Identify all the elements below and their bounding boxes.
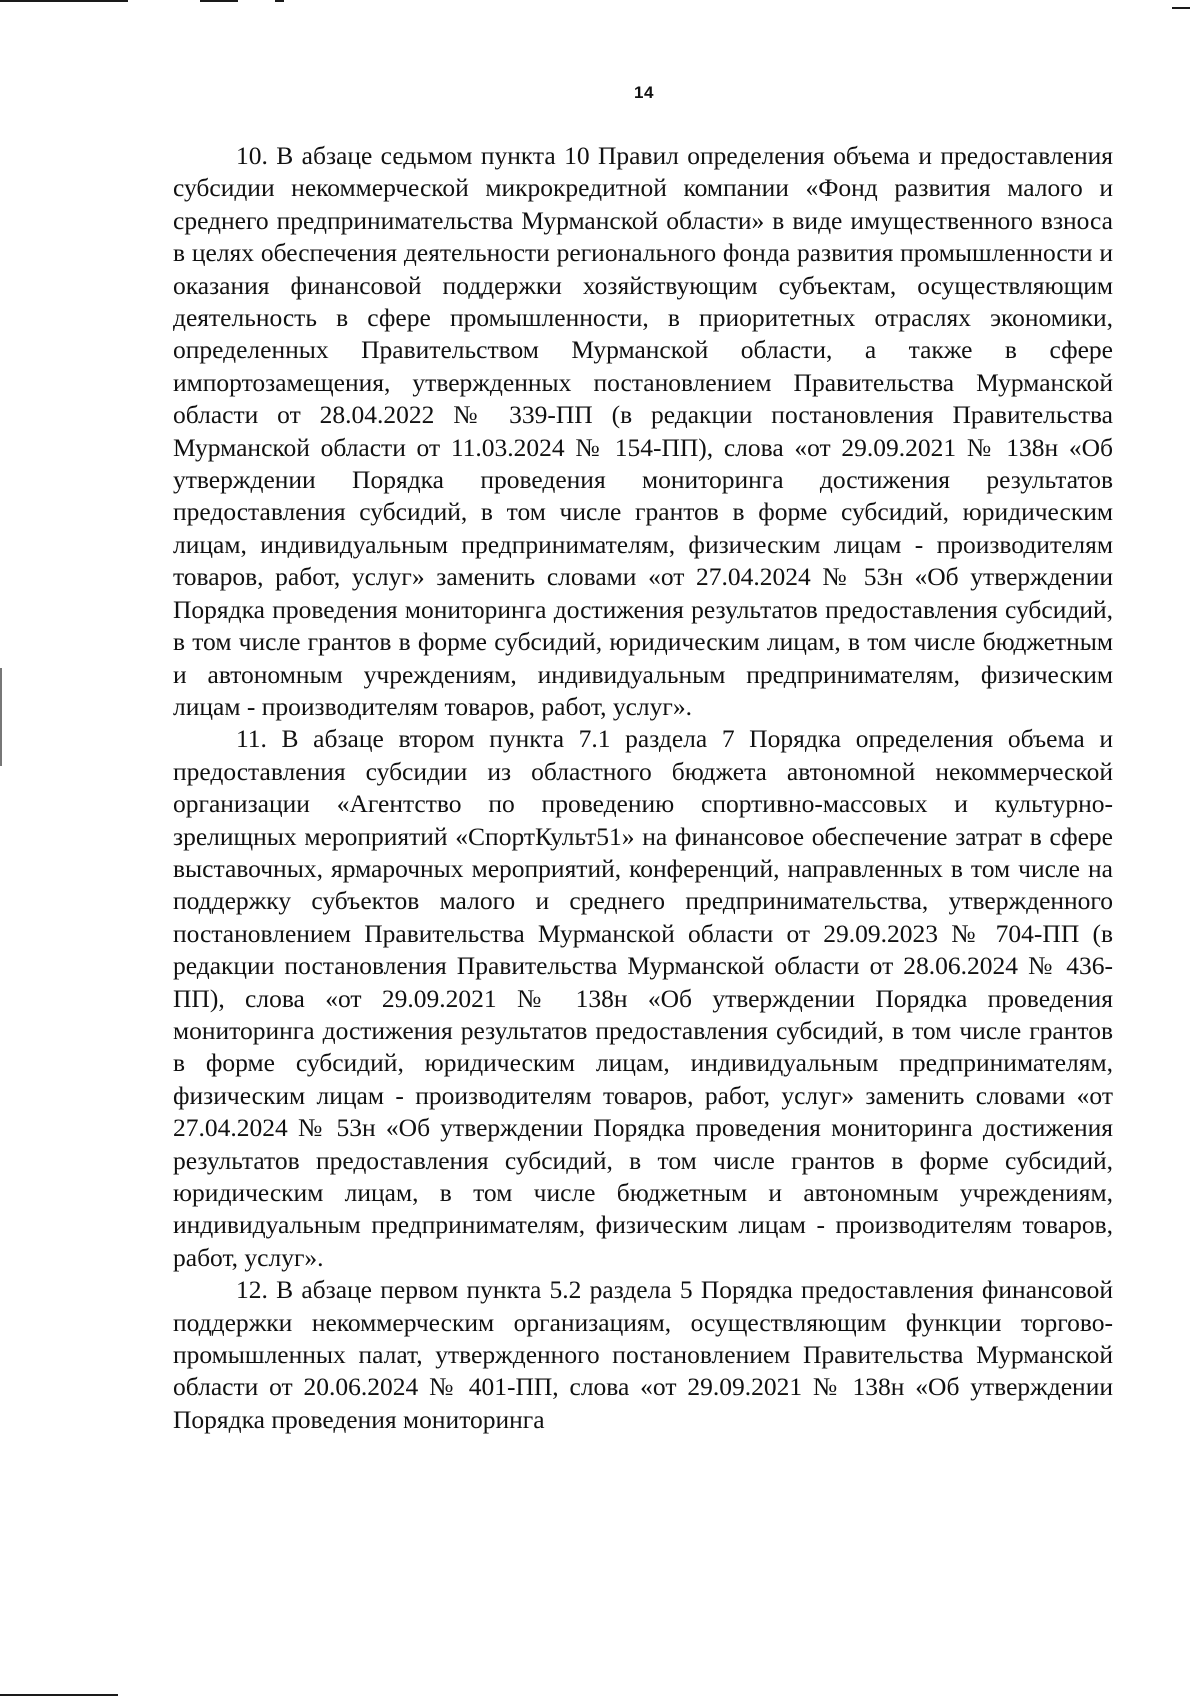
scan-mark-top-right [1172,7,1190,9]
paragraph-10: 10. В абзаце седьмом пункта 10 Правил определения объема и предоставления субсидии некоммерческой микрокредитной компании «Фонд развития малого и среднего предпринимательства Мурманской области» в виде имущественного взноса в целях обеспечения деятельности регионального фонда развития промышленности и оказания финансовой поддержки хозяйствующим субъектам, осуществляющим деятельность в сфере промышленности, в приоритетных отраслях экономики, определенных Правительством Мурманской области, а также в сфере импортозамещения, утвержденных постановлением Правительства Мурманской области от 28.04.2022 № 339-ПП (в редакции постановления Правительства Мурманской области от 11.03.2024 № 154-ПП), слова «от 29.09.2021 № 138н «Об утверждении Порядка проведения мониторинга достижения результатов предоставления субсидий, в том числе грантов в форме субсидий, юридическим лицам, индивидуальным предпринимателям, физическим лицам - производителям товаров, работ, услуг» заменить словами «от 27.04.2024 № 53н «Об утверждении Порядка проведения мониторинга достижения результатов предоставления субсидий, в том числе грантов в форме субсидий, юридическим лицам, в том числе бюджетным и автономным учреждениям, индивидуальным предпринимателям, физическим лицам - производителям товаров, работ, услуг». [173,141,1113,721]
paragraph-12: 12. В абзаце первом пункта 5.2 раздела 5 Порядка предоставления финансовой поддержки некоммерческим организациям, осуществляющим функции торгово-промышленных палат, утвержденного постановлением Правительства Мурманской области от 20.06.2024 № 401-ПП, слова «от 29.09.2021 № 138н «Об утверждении Порядка проведения мониторинга [173,1275,1113,1434]
scan-mark-top-left [0,0,128,2]
scan-mark-top-small [275,0,284,2]
scan-mark-left-edge [0,668,2,766]
scan-mark-top-middle [200,0,238,2]
document-body [173,140,1113,1436]
paragraph-11: 11. В абзаце втором пункта 7.1 раздела 7 Порядка определения объема и предоставления субсидии из областного бюджета автономной некоммерческой организации «Агентство по проведению спортивно-массовых и культурно-зрелищных мероприятий «СпортКульт51» на финансовое обеспечение затрат в сфере выставочных, ярмарочных мероприятий, конференций, направленных в том числе на поддержку субъектов малого и среднего предпринимательства, утвержденного постановлением Правительства Мурманской области от 29.09.2023 № 704-ПП (в редакции постановления Правительства Мурманской области от 28.06.2024 № 436-ПП), слова «от 29.09.2021 № 138н «Об утверждении Порядка проведения мониторинга достижения результатов предоставления субсидий, в том числе грантов в форме субсидий, юридическим лицам, индивидуальным предпринимателям, физическим лицам - производителям товаров, работ, услуг» заменить словами «от 27.04.2024 № 53н «Об утверждении Порядка проведения мониторинга достижения результатов предоставления субсидий, в том числе грантов в форме субсидий, юридическим лицам, в том числе бюджетным и автономным учреждениям, индивидуальным предпринимателям, физическим лицам - производителям товаров, работ, услуг». [173,724,1113,1272]
scan-mark-bottom-left [0,1694,118,1696]
page-number: 14 [634,83,654,102]
